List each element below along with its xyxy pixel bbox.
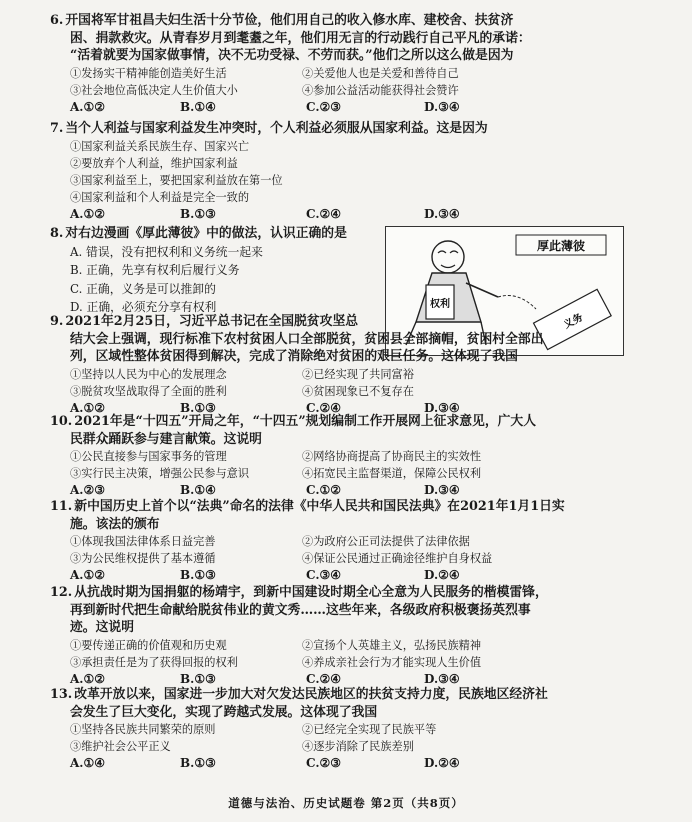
answer-choice[interactable]: D.②④ <box>424 568 460 582</box>
statement: ③为公民维权提供了基本遵循 <box>70 552 216 565</box>
question-6 <box>50 12 630 116</box>
statement-options <box>50 243 380 317</box>
answer-choice[interactable]: B.①④ <box>180 99 216 114</box>
statement: ③国家利益至上，要把国家利益放在第一位 <box>70 173 283 187</box>
cartoon-title: 厚此薄彼 <box>536 239 586 253</box>
question-stem: 结大会上强调，现行标准下农村贫困人口全部脱贫，贫困县全部摘帽，贫困村全部出 <box>70 331 544 347</box>
statement: ①公民直接参与国家事务的管理 <box>70 450 227 463</box>
statement: ④养成亲社会行为才能实现人生价值 <box>302 655 482 669</box>
question-stem: 11. 新中国历史上首个以“法典”命名的法律《中华人民共和国民法典》在2021年1月1日实 <box>50 499 565 514</box>
answer-choice[interactable]: C. 正确，义务是可以推卸的 <box>70 281 216 296</box>
question-9 <box>50 313 630 417</box>
statement-options <box>50 448 630 482</box>
statement: ③实行民主决策，增强公民参与意识 <box>70 467 250 480</box>
question-stem: 施。该法的颁布 <box>70 516 160 532</box>
answer-choice[interactable]: B.①③ <box>180 206 216 221</box>
statement: ②关爱他人也是关爱和善待自己 <box>302 66 459 80</box>
question-stem: 8. 对右边漫画《厚此薄彼》中的做法，认识正确的是 <box>50 226 347 241</box>
answer-choice[interactable]: B.①③ <box>180 756 216 770</box>
statement: ④拓宽民主监督渠道，保障公民权利 <box>302 467 482 480</box>
answer-choice[interactable]: A.②③ <box>70 483 106 497</box>
question-stem: 13. 改革开放以来，国家进一步加大对欠发达民族地区的扶贫支持力度，民族地区经济社 <box>50 687 548 702</box>
statement: ②网络协商提高了协商民主的实效性 <box>302 450 482 463</box>
statement: ①体现我国法律体系日益完善 <box>70 535 216 548</box>
question-stem: 6. 开国将军甘祖昌夫妇生活十分节俭，他们用自己的收入修水库、建校舍、扶贫济 <box>50 13 514 28</box>
answer-choices <box>50 206 630 223</box>
statement: ①坚持各民族共同繁荣的原则 <box>70 723 216 736</box>
statement: ①发扬实干精神能创造美好生活 <box>70 66 227 80</box>
question-stem: 7. 当个人利益与国家利益发生冲突时，个人利益必须服从国家利益。这是因为 <box>50 121 488 136</box>
statement: ①国家利益关系民族生存、国家兴亡 <box>70 139 250 153</box>
statement-options <box>50 721 630 755</box>
page-footer: 道德与法治、历史试题卷 第2页（共8页） <box>228 796 464 810</box>
answer-choice[interactable]: A. 错误，没有把权利和义务统一起来 <box>70 244 263 259</box>
answer-choice[interactable]: C.②④ <box>306 671 342 686</box>
question-stem: 民群众踊跃参与建言献策。这说明 <box>70 431 262 447</box>
answer-choice[interactable]: B.①④ <box>180 483 216 497</box>
answer-choice[interactable]: A.①② <box>70 671 106 686</box>
answer-choice[interactable]: C.③④ <box>306 568 342 582</box>
answer-choices <box>50 567 630 584</box>
answer-choice[interactable]: C.②④ <box>306 400 342 415</box>
answer-choice[interactable]: D.②④ <box>424 756 460 770</box>
statement: ④逐步消除了民族差别 <box>302 740 414 753</box>
statement: ①要传递正确的价值观和历史观 <box>70 638 227 652</box>
rights-label: 权利 <box>430 299 450 310</box>
statement: ②已经完全实现了民族平等 <box>302 723 437 736</box>
answer-choice[interactable]: C.②④ <box>306 206 342 221</box>
question-stem: 迹。这说明 <box>70 620 134 635</box>
statement: ①坚持以人民为中心的发展理念 <box>70 367 227 381</box>
answer-choice[interactable]: B.①③ <box>180 671 216 686</box>
answer-choices <box>50 671 630 688</box>
question-stem: 再到新时代把生命献给脱贫伟业的黄文秀……这些年来，各级政府积极褒扬英烈事 <box>70 602 531 618</box>
question-7 <box>50 120 630 223</box>
answer-choice[interactable]: D.③④ <box>424 400 460 415</box>
statement-options <box>50 366 630 400</box>
question-stem: 困、捐款救灾。从青春岁月到耄耋之年，他们用无言的行动践行自己平凡的承诺： <box>70 30 531 46</box>
statement-options <box>50 65 630 99</box>
answer-choice[interactable]: C.②③ <box>306 99 342 114</box>
answer-choice[interactable]: D. 正确，必须充分享有权利 <box>70 300 217 314</box>
answer-choice[interactable]: D.③④ <box>424 206 460 221</box>
answer-choice[interactable]: A.①② <box>70 99 106 114</box>
statement: ④保证公民通过正确途径维护自身权益 <box>302 552 493 565</box>
question-10 <box>50 413 630 499</box>
statement-options <box>50 533 630 567</box>
question-stem: 12. 从抗战时期为国捐躯的杨靖宇，到新中国建设时期全心全意为人民服务的楷模雷锋， <box>50 585 548 600</box>
question-8 <box>50 225 380 317</box>
question-stem: 列，区域性整体贫困得到解决，完成了消除绝对贫困的艰巨任务。这体现了我国 <box>70 349 518 364</box>
answer-choice[interactable]: A.①② <box>70 568 106 582</box>
answer-choice[interactable]: A.①② <box>70 400 106 415</box>
question-stem: 9. 2021年2月25日，习近平总书记在全国脱贫攻坚总 <box>50 314 359 329</box>
answer-choices <box>50 99 630 116</box>
duties-label: 义务 <box>562 312 585 332</box>
statement: ②宣扬个人英雄主义，弘扬民族精神 <box>302 638 482 652</box>
answer-choice[interactable]: D.③④ <box>424 671 460 686</box>
statement: ④贫困现象已不复存在 <box>302 384 414 398</box>
question-stem: 10. 2021年是“十四五”开局之年，“十四五”规划编制工作开展网上征求意见，广大人 <box>50 414 537 429</box>
statement: ②为政府公正司法提供了法律依据 <box>302 535 470 548</box>
statement: ②已经实现了共同富裕 <box>302 367 414 381</box>
answer-choices <box>50 482 630 499</box>
question-stem: 会发生了巨大变化，实现了跨越式发展。这体现了我国 <box>70 704 378 720</box>
answer-choices <box>50 755 630 772</box>
answer-choice[interactable]: B.①③ <box>180 568 216 582</box>
statement-options <box>50 138 630 206</box>
question-13 <box>50 686 630 772</box>
statement-options <box>50 637 630 671</box>
question-12 <box>50 584 630 688</box>
answer-choice[interactable]: A.①② <box>70 206 106 221</box>
statement: ③脱贫攻坚战取得了全面的胜利 <box>70 384 227 398</box>
statement: ③维护社会公平正义 <box>70 740 171 753</box>
answer-choice[interactable]: D.③④ <box>424 99 460 114</box>
statement: ④参加公益活动能获得社会赞许 <box>302 83 459 97</box>
statement: ③承担责任是为了获得回报的权利 <box>70 655 238 669</box>
statement: ③社会地位高低决定人生价值大小 <box>70 83 238 97</box>
answer-choice[interactable]: C.①② <box>306 483 342 497</box>
question-stem: “活着就要为国家做事情，决不无功受禄、不劳而获。”他们之所以这么做是因为 <box>70 48 514 63</box>
answer-choice[interactable]: C.②③ <box>306 756 342 770</box>
answer-choice[interactable]: B. 正确，先享有权利后履行义务 <box>70 263 240 277</box>
answer-choice[interactable]: B.①③ <box>180 400 216 415</box>
answer-choice[interactable]: A.①④ <box>70 756 106 770</box>
question-11 <box>50 498 630 584</box>
answer-choice[interactable]: D.③④ <box>424 483 460 497</box>
statement: ②要放弃个人利益，维护国家利益 <box>70 156 238 170</box>
statement: ④国家利益和个人利益是完全一致的 <box>70 190 250 204</box>
